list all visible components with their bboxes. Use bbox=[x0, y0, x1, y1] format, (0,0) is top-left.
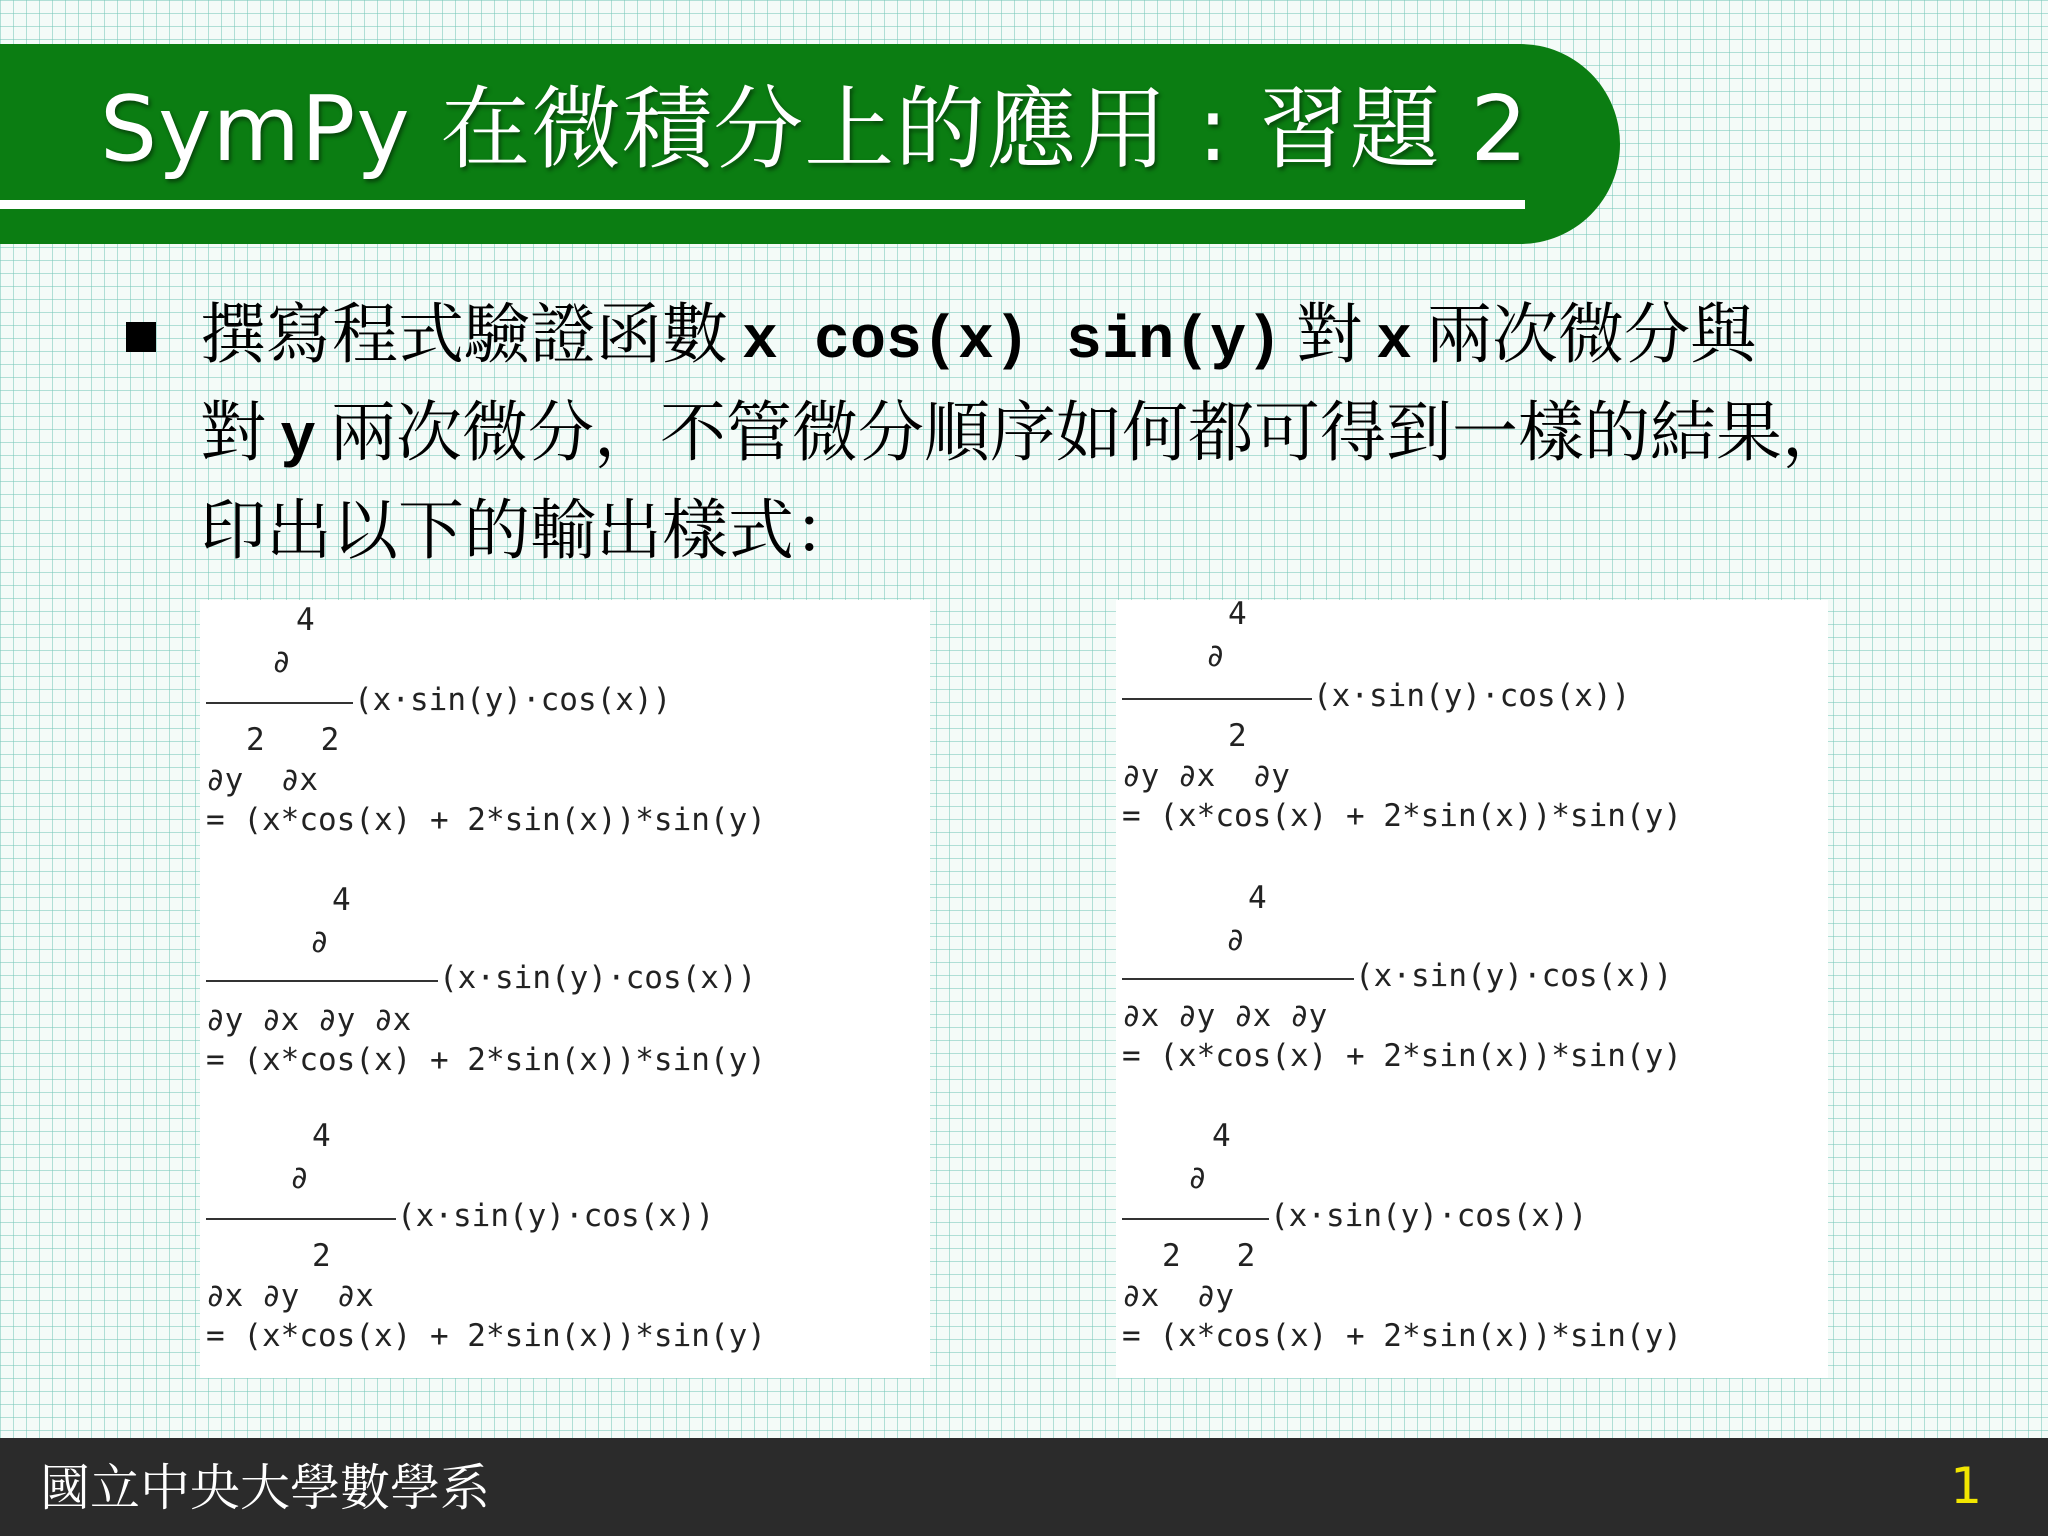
fraction-bar bbox=[206, 702, 353, 704]
variable-code: y bbox=[280, 406, 317, 474]
instruction-text: 兩次微分與 bbox=[1426, 296, 1757, 373]
result-expression: = (x*cos(x) + 2*sin(x))*sin(y) bbox=[1122, 1318, 1682, 1354]
denominator-powers: 2 bbox=[1228, 718, 1247, 754]
denominator-partials: ∂x ∂y bbox=[1122, 1278, 1234, 1314]
derivative-order: 4 bbox=[1248, 880, 1267, 916]
function-code: x cos(x) sin(y) bbox=[742, 308, 1283, 376]
partial-symbol: ∂ bbox=[1206, 638, 1225, 674]
function-expression: (x·sin(y)·cos(x)) bbox=[439, 960, 757, 996]
fraction-bar bbox=[206, 1218, 396, 1220]
instruction-text: 對 bbox=[1296, 296, 1363, 373]
output-panel-left bbox=[200, 600, 930, 1378]
footer-bar bbox=[0, 1438, 2048, 1536]
result-expression: = (x*cos(x) + 2*sin(x))*sin(y) bbox=[1122, 1038, 1682, 1074]
denominator-powers: 2 2 bbox=[246, 722, 340, 758]
derivative-order: 4 bbox=[332, 882, 351, 918]
output-panel-right bbox=[1116, 596, 1828, 1378]
denominator-powers: 2 2 bbox=[1162, 1238, 1256, 1274]
denominator-partials: ∂y ∂x bbox=[206, 762, 318, 798]
derivative-output-block bbox=[1122, 1116, 1822, 1376]
fraction-bar bbox=[1122, 978, 1354, 980]
instruction-line-1 bbox=[200, 295, 1756, 382]
function-expression: (x·sin(y)·cos(x)) bbox=[1313, 678, 1631, 714]
instruction-text: 對 bbox=[200, 394, 266, 471]
result-expression: = (x*cos(x) + 2*sin(x))*sin(y) bbox=[206, 802, 766, 838]
derivative-order: 4 bbox=[296, 602, 315, 638]
instruction-line-2 bbox=[200, 393, 1848, 480]
partial-symbol: ∂ bbox=[1226, 922, 1245, 958]
variable-code: x bbox=[1376, 308, 1413, 376]
page-number: 1 bbox=[1950, 1457, 1982, 1515]
instruction-line-3: 印出以下的輸出樣式： bbox=[200, 492, 860, 569]
partial-symbol: ∂ bbox=[290, 1160, 309, 1196]
function-expression: (x·sin(y)·cos(x)) bbox=[1270, 1198, 1588, 1234]
derivative-order: 4 bbox=[1228, 596, 1247, 632]
derivative-order: 4 bbox=[1212, 1118, 1231, 1154]
slide-title: SymPy 在微積分上的應用 : 習題 2 bbox=[100, 77, 1529, 182]
department-name: 國立中央大學數學系 bbox=[40, 1459, 490, 1517]
fraction-bar bbox=[206, 980, 438, 982]
partial-symbol: ∂ bbox=[310, 924, 329, 960]
partial-symbol: ∂ bbox=[272, 644, 291, 680]
denominator-powers: 2 bbox=[312, 1238, 331, 1274]
denominator-partials: ∂y ∂x ∂y bbox=[1122, 758, 1290, 794]
result-expression: = (x*cos(x) + 2*sin(x))*sin(y) bbox=[206, 1318, 766, 1354]
derivative-output-block bbox=[1122, 878, 1822, 1138]
function-expression: (x·sin(y)·cos(x)) bbox=[354, 682, 672, 718]
derivative-output-block bbox=[1122, 596, 1822, 860]
fraction-bar bbox=[1122, 698, 1312, 700]
fraction-bar bbox=[1122, 1218, 1269, 1220]
instruction-text: 兩次微分，不管微分順序如何都可得到一樣的結果， bbox=[330, 394, 1849, 471]
result-expression: = (x*cos(x) + 2*sin(x))*sin(y) bbox=[206, 1042, 766, 1078]
partial-symbol: ∂ bbox=[1188, 1160, 1207, 1196]
derivative-output-block bbox=[206, 880, 906, 1140]
derivative-order: 4 bbox=[312, 1118, 331, 1154]
title-underline bbox=[0, 200, 1525, 209]
function-expression: (x·sin(y)·cos(x)) bbox=[1355, 958, 1673, 994]
denominator-partials: ∂x ∂y ∂x ∂y bbox=[1122, 998, 1328, 1034]
denominator-partials: ∂y ∂x ∂y ∂x bbox=[206, 1002, 412, 1038]
denominator-partials: ∂x ∂y ∂x bbox=[206, 1278, 374, 1314]
instruction-text: 撰寫程式驗證函數 bbox=[200, 296, 728, 373]
derivative-output-block bbox=[206, 600, 906, 860]
function-expression: (x·sin(y)·cos(x)) bbox=[397, 1198, 715, 1234]
derivative-output-block bbox=[206, 1116, 906, 1376]
result-expression: = (x*cos(x) + 2*sin(x))*sin(y) bbox=[1122, 798, 1682, 834]
bullet-square-icon bbox=[126, 322, 156, 352]
